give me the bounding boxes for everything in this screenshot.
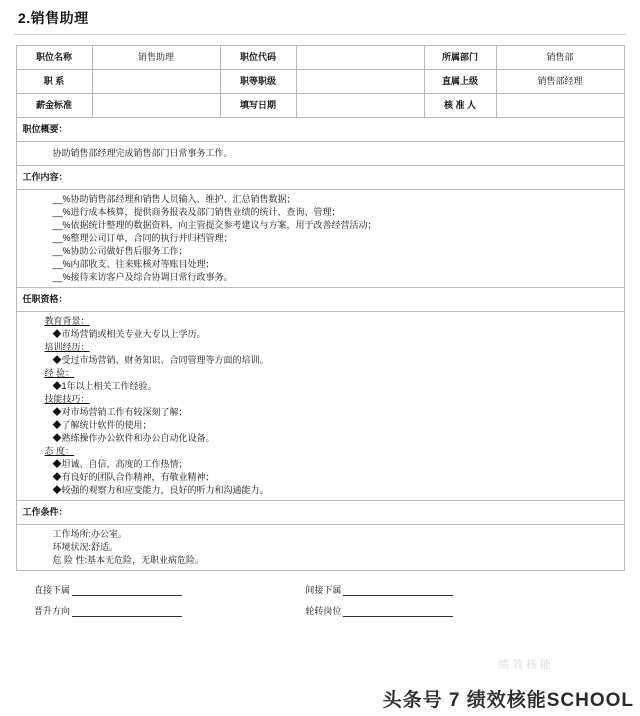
qualification-item: ◆对市场营销工作有较深刻了解； (52, 407, 188, 417)
footer-blank-line[interactable] (343, 585, 453, 596)
qualification-subheading: 经 验： (44, 368, 75, 378)
footer-label: 轮转岗位 (305, 606, 342, 616)
field-value[interactable] (296, 70, 424, 94)
condition-line: 工作场所:办公室。 (52, 529, 128, 539)
section-body-row-duties (16, 190, 624, 288)
table-row (16, 94, 624, 118)
qualification-item: ◆坦诚、自信，高度的工作热情； (52, 459, 188, 469)
section-heading: 职位概要： (16, 118, 624, 142)
footer-label: 间接下属 (305, 585, 342, 595)
page-title: 2.销售助理 (18, 10, 89, 26)
qualification-item: ◆1年以上相关工作经验。 (52, 381, 157, 391)
section-heading-row-qualifications (16, 288, 624, 312)
field-label: 职 系 (16, 70, 92, 94)
field-value[interactable] (92, 70, 220, 94)
duty-line: __%依据统计整理的数据资料，向主管提交参考建议与方案，用于改善经营活动； (52, 220, 377, 230)
section-body-row-qualifications (16, 312, 624, 501)
table-row (16, 46, 624, 70)
duty-line: __%整理公司订单，合同的执行并归档管理； (52, 233, 233, 243)
duty-line: __%接待来访客户及综合协调日常行政事务。 (52, 272, 233, 282)
section-heading: 工作条件： (16, 501, 624, 525)
qualification-item: ◆市场营销或相关专业大专以上学历。 (52, 329, 206, 339)
duty-line: __%协助销售部经理和销售人员输入、维护、汇总销售数据； (52, 194, 296, 204)
qualification-item: ◆较强的观察力和应变能力，良好的听力和沟通能力。 (52, 485, 269, 495)
field-value[interactable] (92, 94, 220, 118)
field-value[interactable]: 销售部经理 (496, 70, 624, 94)
section-heading: 工作内容： (16, 166, 624, 190)
field-label: 直属上级 (424, 70, 496, 94)
field-label: 职等职级 (220, 70, 296, 94)
footer-blank-line[interactable] (72, 585, 182, 596)
field-label: 所属部门 (424, 46, 496, 70)
footer (16, 577, 624, 619)
field-value[interactable]: 销售助理 (92, 46, 220, 70)
qualification-item: ◆了解统计软件的使用； (52, 420, 152, 430)
section-body (16, 312, 624, 501)
footer-blank-line[interactable] (343, 606, 453, 617)
footer-row (16, 598, 624, 619)
section-body (16, 190, 624, 288)
qualification-subheading: 技能技巧： (44, 394, 90, 404)
duty-line: __%内部收支、往来账核对等账目处理； (52, 259, 215, 269)
footer-label: 直接下属 (34, 585, 71, 595)
footer-field-direct-subordinate (34, 583, 305, 596)
watermark: 头条号 7 绩效核能SCHOOL (382, 690, 634, 711)
field-value[interactable] (296, 46, 424, 70)
section-heading-row-conditions (16, 501, 624, 525)
section-body-row-summary (16, 142, 624, 166)
field-label: 填写日期 (220, 94, 296, 118)
watermark-faint: 绩效核能 (498, 659, 554, 671)
field-value[interactable] (496, 94, 624, 118)
section-heading-row-duties (16, 166, 624, 190)
section-body (16, 142, 624, 166)
condition-line: 危 险 性:基本无危险，无职业病危险。 (52, 555, 205, 565)
section-body (16, 525, 624, 571)
field-label: 职位名称 (16, 46, 92, 70)
footer-row (16, 577, 624, 598)
qualification-item: ◆受过市场营销、财务知识、合同管理等方面的培训。 (52, 355, 269, 365)
section-body-row-conditions (16, 525, 624, 571)
qualification-subheading: 态 度： (44, 446, 75, 456)
field-label: 薪金标准 (16, 94, 92, 118)
title-divider (14, 34, 626, 35)
duty-line: __%协助公司做好售后服务工作； (52, 246, 188, 256)
summary-line: 协助销售部经理完成销售部门日常事务工作。 (52, 148, 233, 158)
footer-field-rotation-post (305, 604, 576, 617)
qualification-item: ◆有良好的团队合作精神，有敬业精神； (52, 472, 215, 482)
field-value[interactable] (296, 94, 424, 118)
condition-line: 环境状况:舒适。 (52, 542, 119, 552)
footer-blank-line[interactable] (72, 606, 182, 617)
table-row (16, 70, 624, 94)
job-description-table (16, 45, 625, 571)
duty-line: __%进行成本核算，提供商务报表及部门销售业绩的统计、查询、管理； (52, 207, 341, 217)
section-heading-row-summary (16, 118, 624, 142)
qualification-subheading: 教育背景： (44, 316, 90, 326)
qualification-subheading: 培训经历： (44, 342, 90, 352)
field-value[interactable]: 销售部 (496, 46, 624, 70)
footer-field-promotion-path (34, 604, 305, 617)
footer-field-indirect-subordinate (305, 583, 576, 596)
field-label: 核 准 人 (424, 94, 496, 118)
footer-label: 晋升方向 (34, 606, 71, 616)
section-heading: 任职资格： (16, 288, 624, 312)
qualification-item: ◆熟练操作办公软件和办公自动化设备。 (52, 433, 215, 443)
field-label: 职位代码 (220, 46, 296, 70)
